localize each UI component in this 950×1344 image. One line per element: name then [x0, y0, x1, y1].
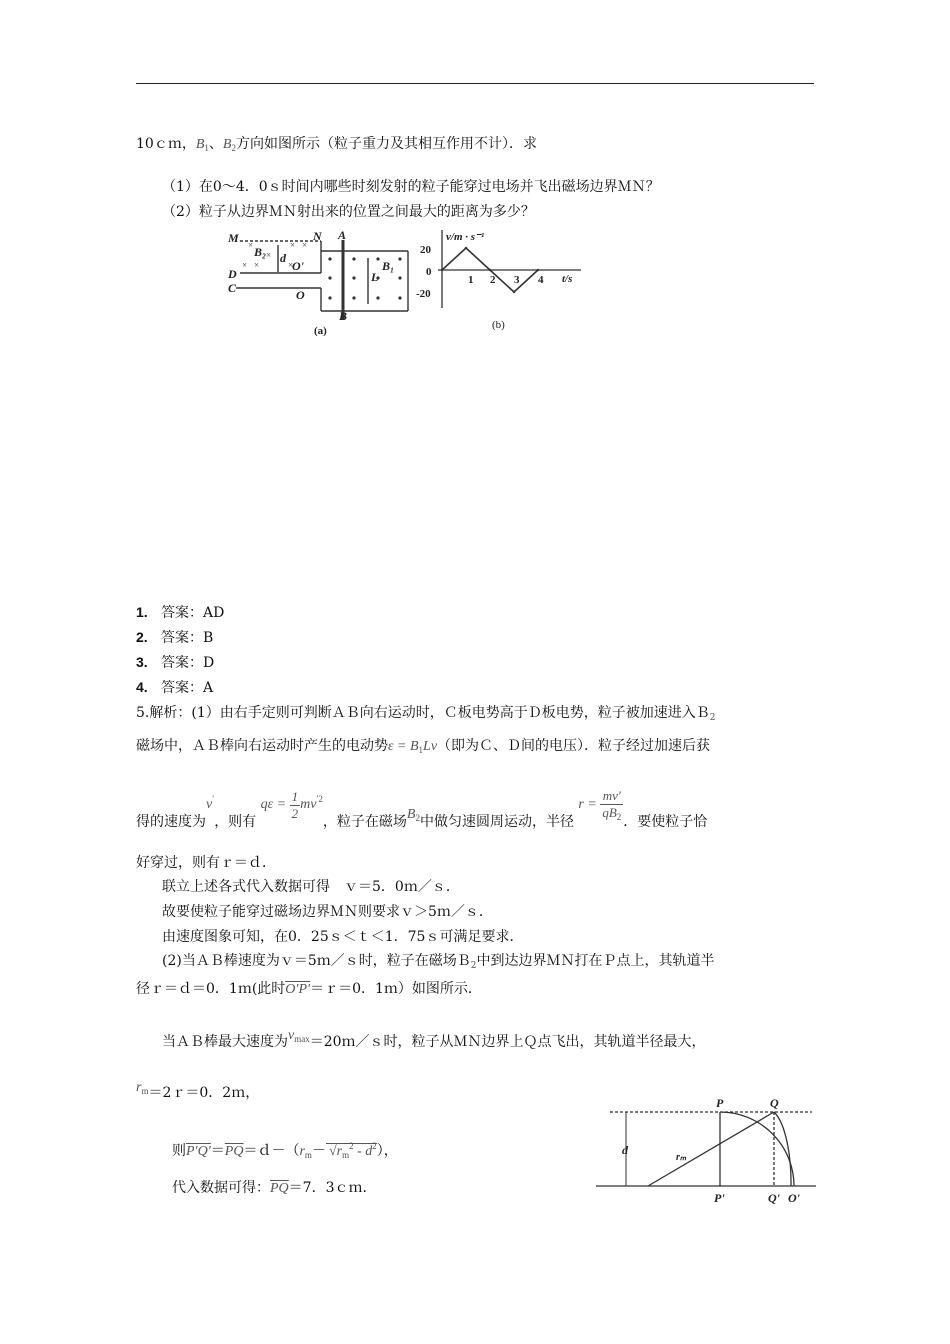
x-axis-label: t/s: [562, 273, 573, 285]
header-rule: [136, 83, 814, 84]
cross-mark: ×: [254, 260, 260, 270]
solution-line-3: 得的速度为v′，则有 qε = $\frac{1}{2}$ $mv^{'2}$，粒子在磁场$B_2$中做匀速圆周运动，半径 r = $\frac{mv'}{qB_2}$ ．要使粒子恰: [136, 788, 708, 831]
data-point-4: [537, 269, 539, 271]
energy-equation: qε = $\frac{1}{2}$ $mv^{'2}$: [260, 788, 323, 821]
cross-mark: ×: [302, 240, 308, 250]
label-O-prime: O': [292, 259, 304, 273]
x-tick-4: 4: [538, 274, 544, 286]
figure-c-trajectory: [596, 1094, 818, 1208]
cross-mark: ×: [288, 260, 294, 270]
solution-line-2: 磁场中，ＡＢ棒向右运动时产生的电动势$\varepsilon = B_1Lv$（即为Ｃ、Ｄ间的电压）．粒子经过加速后获: [136, 738, 711, 755]
v-prime: v′: [206, 794, 215, 813]
solution-line-1: 5.解析：(1）由右手定则可判断ＡＢ向右运动时，Ｃ板电势高于Ｄ板电势，粒子被加速进入Ｂ$_2$: [136, 705, 716, 723]
data-point-0: [441, 269, 443, 271]
y-tick-0: 0: [426, 266, 432, 278]
y-tick-neg20: -20: [416, 288, 431, 300]
solution-line-8: (2)当ＡＢ棒速度为ｖ＝5ｍ／ｓ时，粒子在磁场Ｂ$_2$中到达边界ＭＮ打在Ｐ点上，其轨道半: [162, 953, 715, 971]
solution-line-5: 联立上述各式代入数据可得 ｖ＝5．0ｍ／ｓ．: [162, 879, 460, 895]
answer-1: 1. 答案：AD: [136, 604, 225, 621]
x-tick-3: 3: [514, 274, 520, 286]
solution-line-13: 代入数据可得：$\overline{PQ}=7$．3ｃｍ．: [172, 1180, 377, 1196]
label-P: P: [716, 1096, 724, 1110]
label-O: O: [296, 288, 305, 302]
label-M: M: [228, 231, 239, 245]
separator: 、: [208, 136, 223, 152]
b1-symbol: $B_1$: [195, 137, 209, 153]
figure-a-circuit: [226, 228, 412, 340]
solution-line-10: 当ＡＢ棒最大速度为$v_{max}=20m/s$时，粒子从ＭＮ边界上Ｑ点飞出，其轨道半径最大，: [162, 1028, 706, 1050]
b2-symbol-2: $B_2$: [406, 807, 420, 824]
label-rm: rₘ: [676, 1152, 687, 1163]
problem-line1-suffix: 方向如图所示（粒子重力及其相互作用不计）．求: [235, 136, 537, 152]
label-B2: B₂: [254, 245, 267, 259]
emf-equation: $\varepsilon = B_1Lv$: [388, 739, 438, 755]
radius-equation: r = $\frac{mv'}{qB_2}$: [578, 788, 622, 822]
cross-mark: ×: [248, 240, 254, 250]
data-point-2: [489, 269, 491, 271]
label-C: C: [228, 281, 237, 295]
label-A: A: [338, 228, 347, 242]
caption-b: (b): [492, 319, 505, 331]
label-L: L: [371, 270, 379, 284]
data-point-1: [465, 247, 467, 249]
solution-line-9: 径ｒ＝ｄ＝0．1ｍ(此时O′P′＝ｒ＝0．1ｍ）如图所示．: [136, 981, 482, 997]
question-1: （1）在0～4．0ｓ时间内哪些时刻发射的粒子能穿过电场并飞出磁场边界ＭＮ？: [162, 179, 660, 195]
x-tick-1: 1: [468, 274, 474, 286]
cross-mark: ×: [242, 260, 248, 270]
b2-symbol: $B_2$: [222, 137, 236, 153]
cross-mark: ×: [290, 240, 296, 250]
solution-line-7: 由速度图象可知，在0．25ｓ＜ｔ＜1．75ｓ可满足要求．: [162, 929, 524, 945]
label-d: d: [622, 1143, 628, 1157]
label-O-prime: O': [788, 1191, 800, 1205]
solution-line-6: 故要使粒子能穿过磁场边界ＭＮ则要求ｖ＞5ｍ／ｓ．: [162, 904, 493, 920]
x-tick-2: 2: [490, 274, 496, 286]
solution-line-11: $r_m=2r=0$．2ｍ，: [136, 1080, 260, 1101]
y-tick-20: 20: [420, 244, 431, 256]
answer-2: 2. 答案：B: [136, 629, 214, 646]
figure-b-velocity-graph: [416, 226, 588, 336]
label-Q-prime: Q': [768, 1191, 780, 1205]
solution-line-12: 则$P'Q'=\overline{PQ}=d-(r_m- √r_m^2 - d^2)$，: [172, 1141, 398, 1160]
caption-a: (a): [314, 325, 327, 337]
label-Q: Q: [770, 1096, 779, 1110]
problem-line-1: [136, 133, 537, 153]
label-B1: B₁: [382, 259, 395, 273]
question-2: （2）粒子从边界ＭＮ射出来的位置之间最大的距离为多少？: [162, 204, 535, 220]
answer-3: 3. 答案：D: [136, 654, 215, 671]
label-d: d: [280, 251, 286, 265]
cross-mark: ×: [266, 250, 272, 260]
sqrt-expression: $√r_m^2 - d^2$: [326, 1143, 377, 1159]
label-B: B: [339, 309, 348, 323]
label-N: N: [313, 229, 322, 243]
data-point-3: [513, 291, 515, 293]
y-axis-label: v/m · s⁻¹: [446, 231, 485, 243]
answer-4: 4. 答案：A: [136, 679, 214, 696]
label-D: D: [228, 267, 237, 281]
problem-line1-prefix: 10ｃｍ，: [136, 136, 196, 152]
solution-line-4: 好穿过，则有ｒ＝ｄ．: [136, 855, 276, 871]
label-P-prime: P': [714, 1191, 725, 1205]
